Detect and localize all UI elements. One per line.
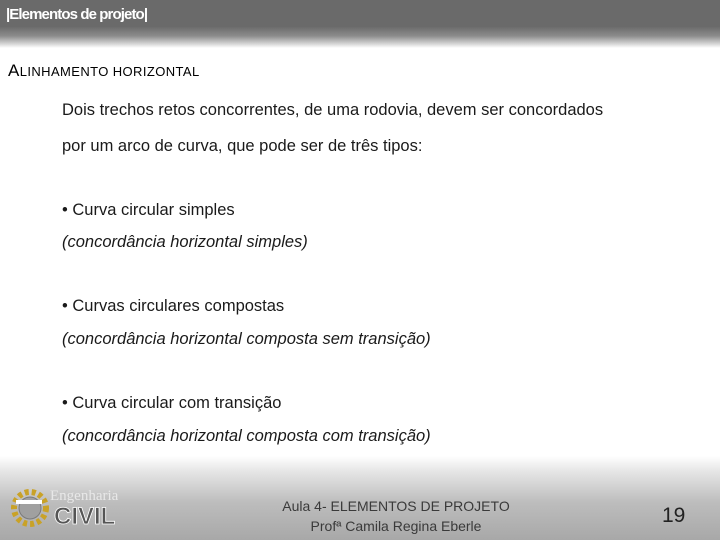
page-number: 19 — [662, 504, 686, 527]
footer-line-2: Profª Camila Regina Eberle — [310, 518, 482, 534]
section-title-initial: A — [8, 61, 20, 80]
section-title-rest: LINHAMENTO HORIZONTAL — [19, 64, 200, 79]
header-bar — [0, 0, 720, 48]
footer-line-1: Aula 4- ELEMENTOS DE PROJETO — [282, 498, 510, 514]
logo-road-shape — [16, 500, 42, 504]
footer-info — [236, 496, 556, 536]
bullet-item-1: • Curva circular simples — [62, 201, 235, 219]
gear-icon — [14, 492, 46, 524]
bullet-item-2-sub: (concordância horizontal composta sem transição) — [62, 330, 431, 348]
intro-line-1: Dois trechos retos concorrentes, de uma rodovia, devem ser concordados — [62, 101, 604, 119]
bullet-item-3-sub: (concordância horizontal composta com transição) — [62, 427, 431, 445]
bullet-item-1-sub: (concordância horizontal simples) — [62, 233, 308, 251]
bullet-item-3: • Curva circular com transição — [62, 394, 282, 412]
logo-text-top: Engenharia — [50, 488, 119, 504]
engenharia-civil-logo — [4, 482, 134, 538]
bullet-item-2: • Curvas circulares compostas — [62, 297, 285, 315]
header-title: |Elementos de projeto| — [6, 6, 148, 23]
intro-line-2: por um arco de curva, que pode ser de três tipos: — [62, 137, 423, 155]
section-title — [8, 61, 200, 81]
logo-text-main: CIVIL — [54, 503, 116, 530]
